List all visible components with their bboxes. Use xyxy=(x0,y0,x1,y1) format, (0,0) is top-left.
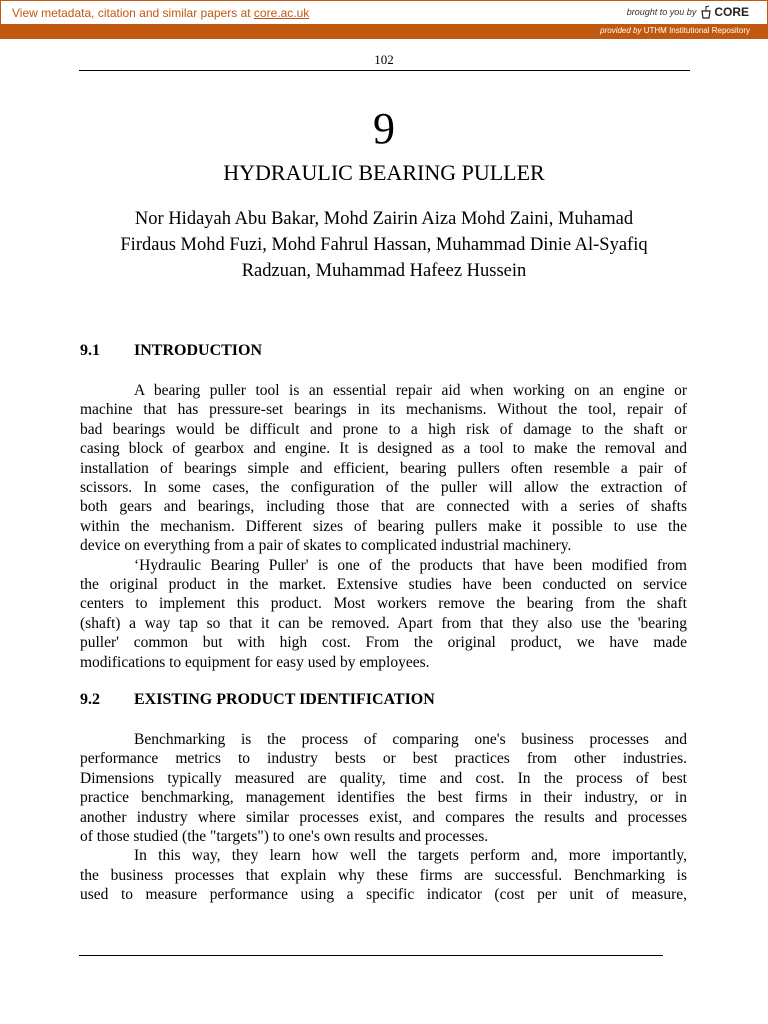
text-line: the original product in the market. Extensive studies have been conducted on service xyxy=(80,575,687,593)
text-line: In this way, they learn how well the targets perform and, more importantly, xyxy=(134,847,687,865)
core-brought-by xyxy=(627,5,749,19)
text-line: puller' common but with high cost. From the original product, we have made xyxy=(80,634,687,652)
core-banner xyxy=(0,0,768,40)
text-line: Benchmarking is the process of comparing one's business processes and xyxy=(134,731,687,748)
author-list xyxy=(80,206,688,284)
chapter-title: HYDRAULIC BEARING PULLER xyxy=(223,160,545,185)
page-number: 102 xyxy=(374,52,394,67)
text-line: installation of bearings simple and efficient, bearing pullers often resemble a pair of xyxy=(80,459,687,477)
paragraph xyxy=(80,556,687,672)
text-line: performance metrics to industry bests or best practices from other industries. xyxy=(80,750,687,768)
author-line: Firdaus Mohd Fuzi, Mohd Fahrul Hassan, Muhammad Dinie Al-Syafiq xyxy=(120,235,648,255)
header-rule xyxy=(79,70,690,71)
footer-rule xyxy=(79,955,663,956)
text-line: Dimensions typically measured are quality, time and cost. In the process of best xyxy=(80,769,687,787)
text-line: practice benchmarking, management identifies the best firms in their industry, or in xyxy=(80,789,687,807)
text-line: device on everything from a pair of skates to complicated industrial machinery. xyxy=(80,537,572,555)
section-title: EXISTING PRODUCT IDENTIFICATION xyxy=(134,691,435,708)
provided-by xyxy=(600,26,750,35)
provided-by-prefix: provided by xyxy=(600,26,642,35)
core-logo[interactable] xyxy=(700,5,749,19)
section-number: 9.1 xyxy=(80,342,100,359)
core-link-site: core.ac.uk xyxy=(253,6,310,20)
brought-by-text: brought to you by xyxy=(626,7,697,17)
text-line: the business processes that explain why these firms are successful. Benchmarking is xyxy=(80,866,687,884)
author-line: Nor Hidayah Abu Bakar, Mohd Zairin Aiza Mohd Zaini, Muhamad xyxy=(134,209,634,229)
section-number: 9.2 xyxy=(80,691,100,708)
text-line: of those studied (the "targets") to one's own results and processes. xyxy=(80,827,489,845)
repository-link[interactable]: UTHM Institutional Repository xyxy=(643,26,750,35)
author-line: Radzuan, Muhammad Hafeez Hussein xyxy=(241,261,527,281)
text-line: ‘Hydraulic Bearing Puller' is one of the products that have been modified from xyxy=(134,556,687,574)
core-banner-top xyxy=(0,0,768,25)
text-line: another industry where similar processes exist, and compares the results and processes xyxy=(80,808,687,826)
text-line: within the mechanism. Different sizes of bearing pullers make it possible to use the xyxy=(80,517,687,535)
text-line: modifications to equipment for easy used by employees. xyxy=(80,653,430,671)
text-line: scissors. In some cases, the configuration of the puller will allow the extraction of xyxy=(80,478,687,496)
text-line: machine that has pressure-set bearings in its mechanisms. Without the tool, repair of xyxy=(80,401,687,419)
core-link-prefix: View metadata, citation and similar papers at xyxy=(12,6,254,20)
paragraph xyxy=(80,730,687,846)
text-line: A bearing puller tool is an essential repair aid when working on an engine or xyxy=(134,382,687,399)
core-logo-icon xyxy=(700,5,712,19)
text-line: used to measure performance using a specific indicator (cost per unit of measure, xyxy=(80,886,687,904)
paragraph xyxy=(80,381,687,556)
core-metadata-link[interactable] xyxy=(12,6,309,20)
text-line: bad bearings would be difficult and prone to a high risk of damage to the shaft or xyxy=(80,420,687,438)
section-title: INTRODUCTION xyxy=(134,342,263,359)
text-line: casing block of gearbox and engine. It is designed as a tool to make the removal and xyxy=(80,440,687,458)
text-line: centers to implement this product. Most workers remove the bearing from the shaft xyxy=(80,595,687,613)
section-heading-introduction xyxy=(80,342,262,360)
text-line: (shaft) a way tap so that it can be removed. Apart from that they also use the 'bearing xyxy=(80,614,687,632)
section-heading-existing-product xyxy=(80,691,435,709)
text-line: both gears and bearings, including those that are connected with a series of shafts xyxy=(80,498,687,516)
paragraph xyxy=(80,846,687,904)
chapter-number: 9 xyxy=(373,104,395,153)
core-logo-text: CORE xyxy=(714,5,749,19)
core-banner-strip xyxy=(0,24,768,39)
